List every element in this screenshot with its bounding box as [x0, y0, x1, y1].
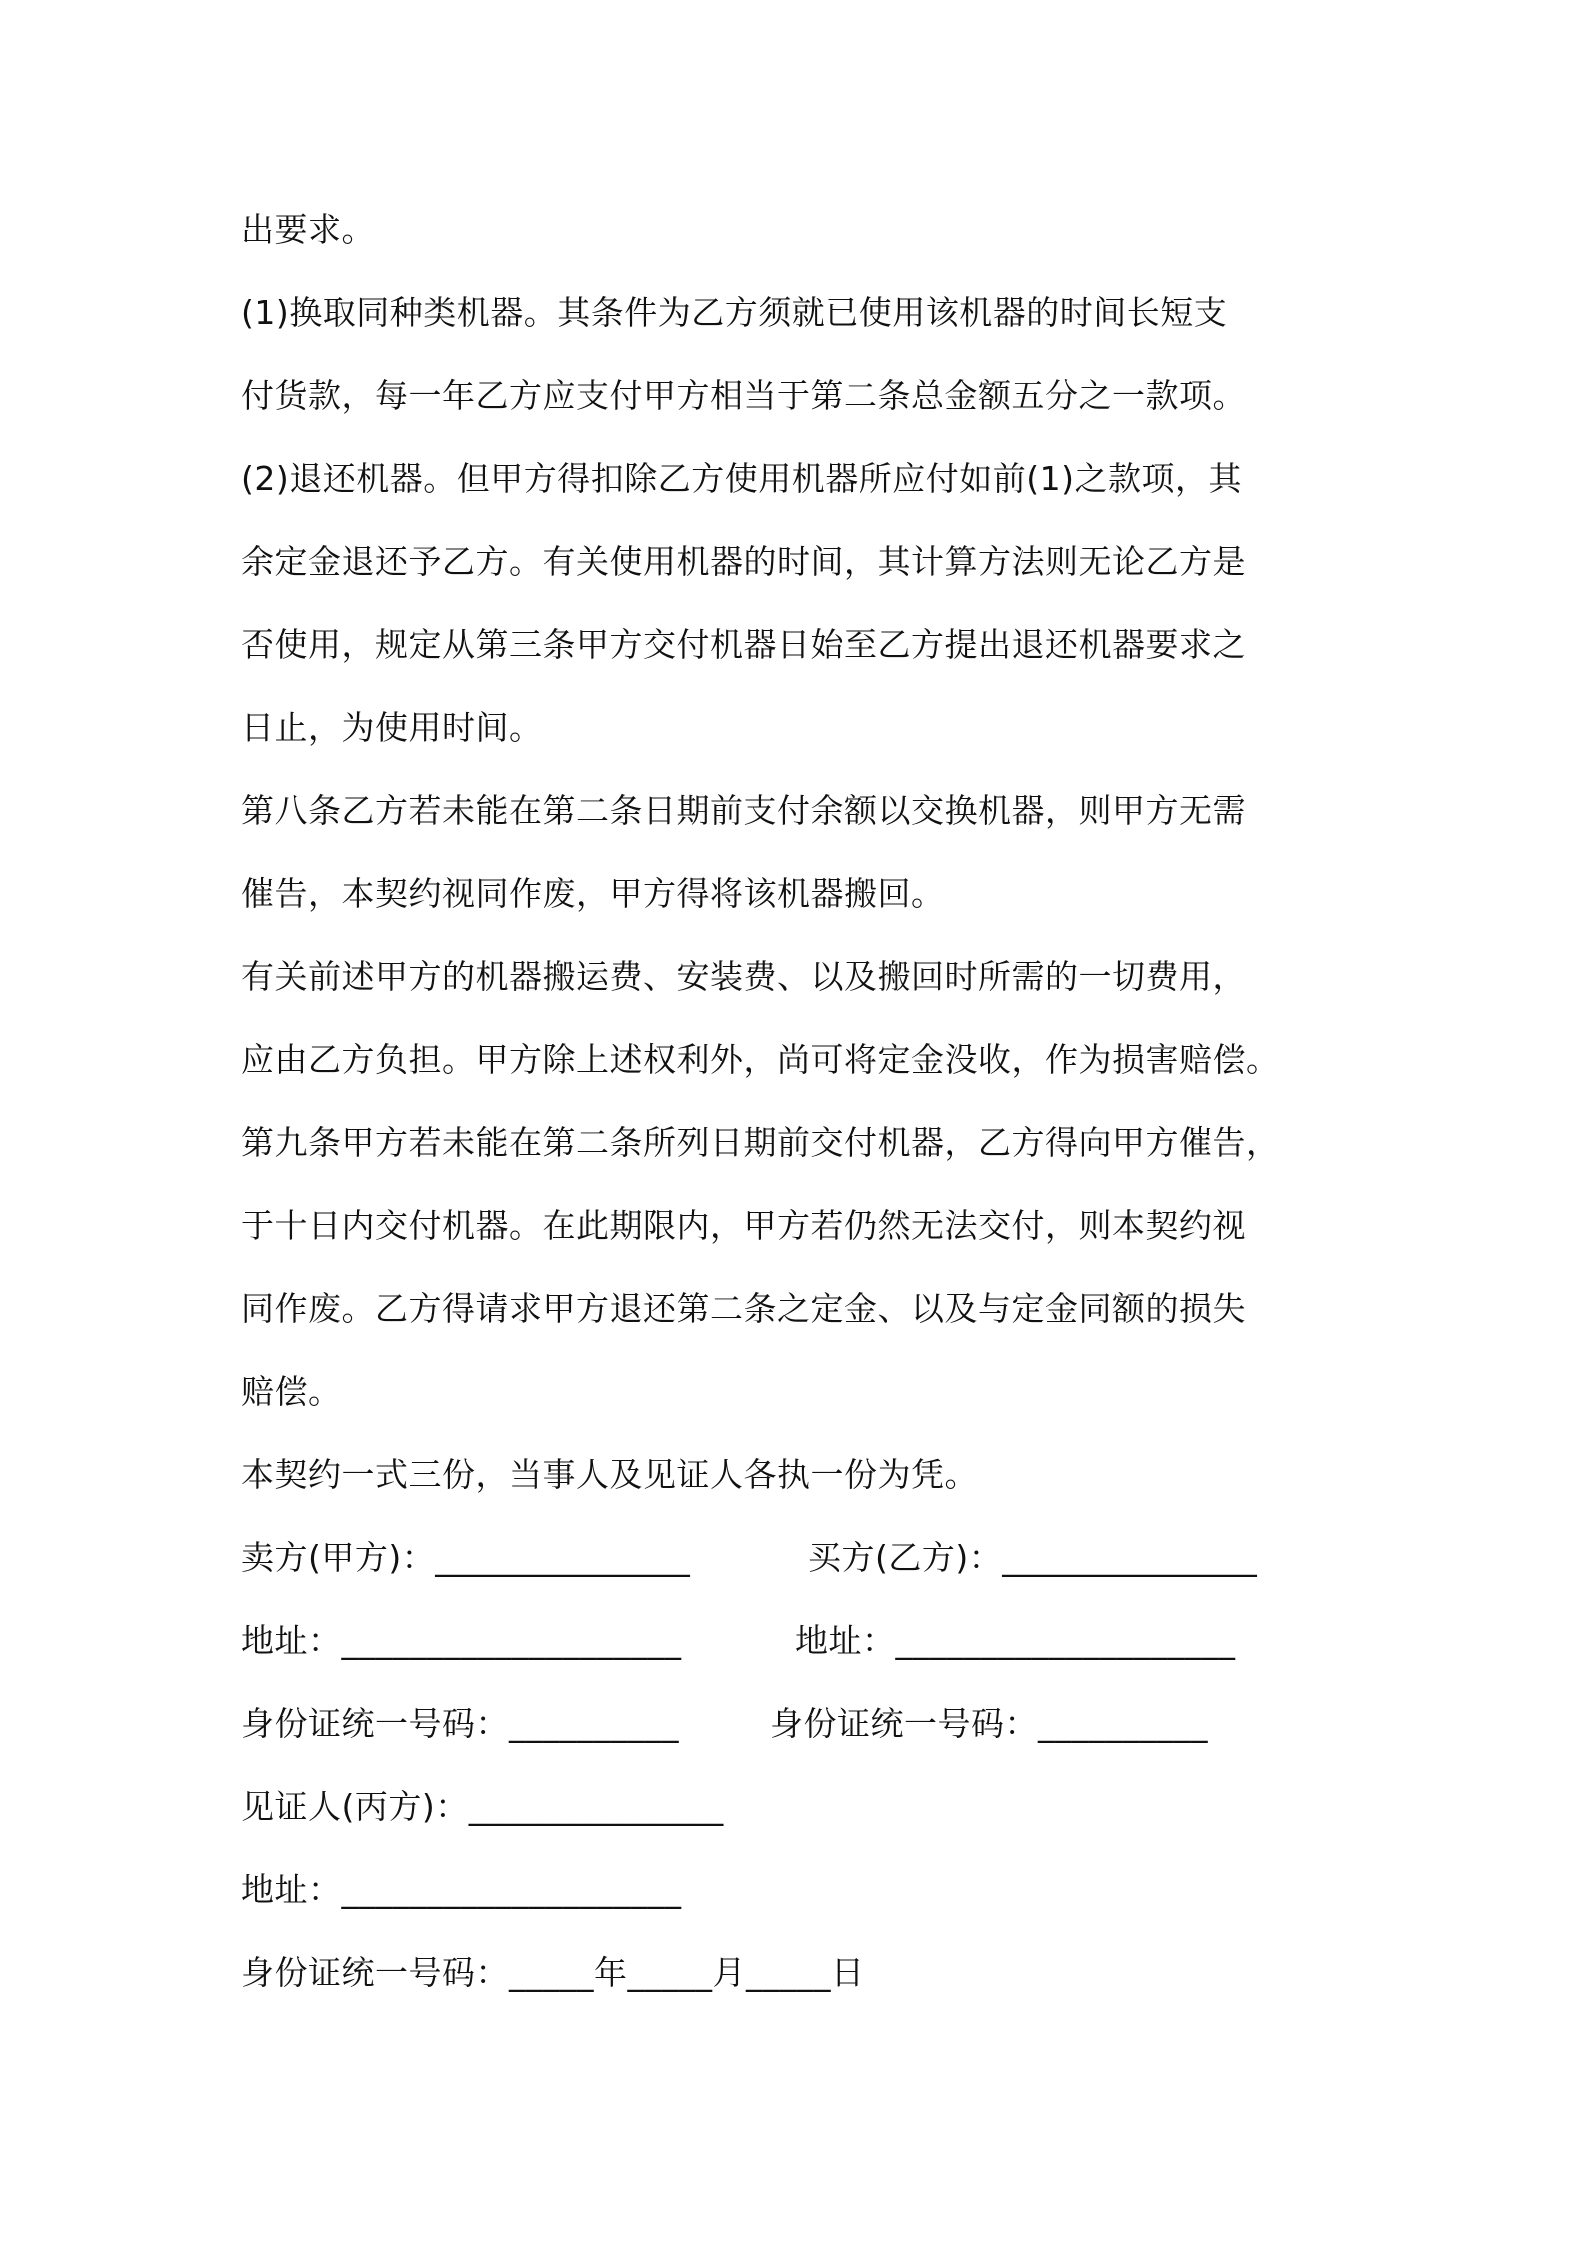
body-line: 有关前述甲方的机器搬运费、安装费、以及搬回时所需的一切费用， [241, 957, 1246, 996]
seller-id-field: 身份证统一号码：__________ [241, 1704, 679, 1743]
buyer-id-field: 身份证统一号码：__________ [770, 1704, 1208, 1743]
body-line: 催告，本契约视同作废，甲方得将该机器搬回。 [241, 874, 945, 913]
seller-address-field: 地址：____________________ [241, 1621, 682, 1660]
body-line: 否使用，规定从第三条甲方交付机器日始至乙方提出退还机器要求之 [241, 625, 1246, 664]
body-line: (2)退还机器。但甲方得扣除乙方使用机器所应付如前(1)之款项，其 [241, 459, 1242, 498]
body-line: 余定金退还予乙方。有关使用机器的时间，其计算方法则无论乙方是 [241, 542, 1246, 581]
witness-field: 见证人(丙方)：_______________ [241, 1787, 724, 1826]
body-line: 第八条乙方若未能在第二条日期前支付余额以交换机器，则甲方无需 [241, 791, 1246, 830]
body-line: 赔偿。 [241, 1372, 342, 1411]
witness-address-field: 地址：____________________ [241, 1870, 682, 1909]
body-line: (1)换取同种类机器。其条件为乙方须就已使用该机器的时间长短支 [241, 293, 1228, 332]
body-line: 出要求。 [241, 210, 375, 249]
body-line: 应由乙方负担。甲方除上述权利外，尚可将定金没收，作为损害赔偿。 [241, 1040, 1280, 1079]
buyer-field: 买方(乙方)：_______________ [808, 1538, 1258, 1577]
buyer-address-field: 地址：____________________ [795, 1621, 1236, 1660]
body-line: 日止，为使用时间。 [241, 708, 543, 747]
body-line: 付货款，每一年乙方应支付甲方相当于第二条总金额五分之一款项。 [241, 376, 1246, 415]
body-line: 于十日内交付机器。在此期限内，甲方若仍然无法交付，则本契约视 [241, 1206, 1246, 1245]
witness-id-date-field: 身份证统一号码：_____年_____月_____日 [241, 1953, 865, 1992]
body-line: 本契约一式三份，当事人及见证人各执一份为凭。 [241, 1455, 978, 1494]
body-line: 第九条甲方若未能在第二条所列日期前交付机器，乙方得向甲方催告， [241, 1123, 1280, 1162]
body-line: 同作废。乙方得请求甲方退还第二条之定金、以及与定金同额的损失 [241, 1289, 1246, 1328]
seller-field: 卖方(甲方)：_______________ [241, 1538, 691, 1577]
